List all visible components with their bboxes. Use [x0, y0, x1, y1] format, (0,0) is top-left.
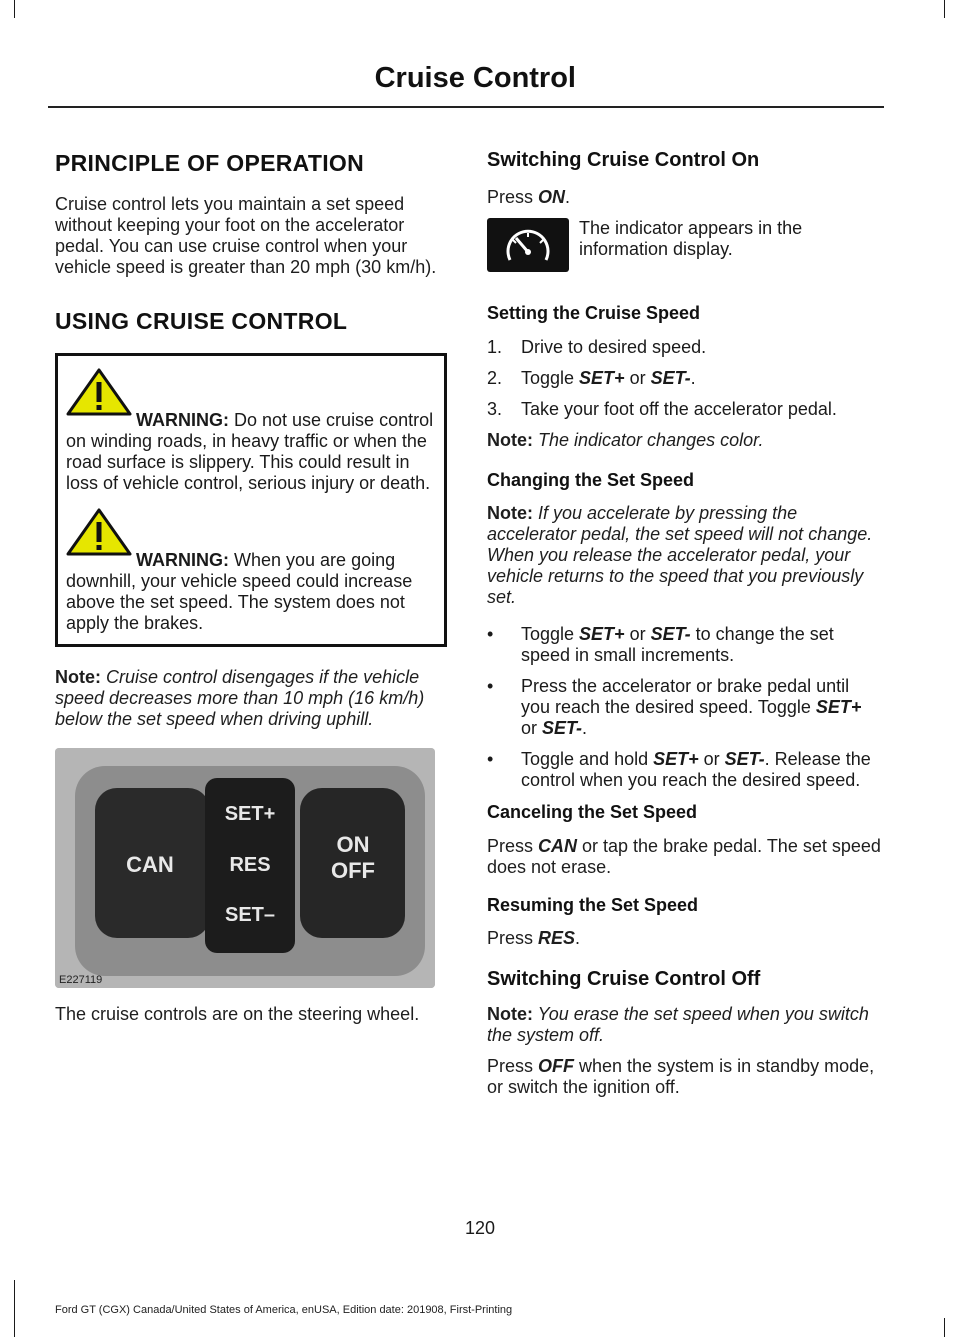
key-set-minus: SET- — [650, 367, 691, 388]
heading-canceling-speed: Canceling the Set Speed — [487, 802, 698, 822]
step-number: 3. — [487, 398, 503, 419]
indicator-row — [487, 218, 881, 272]
key-set-plus: SET+ — [653, 749, 699, 769]
crop-mark-bottom-right — [944, 1318, 945, 1337]
button-on: ON — [336, 832, 370, 858]
list-item — [487, 624, 881, 666]
note-indicator-color — [487, 430, 881, 451]
bullet: • — [487, 749, 494, 769]
list-item — [487, 368, 881, 389]
text: . — [575, 928, 581, 948]
list-item — [487, 676, 881, 739]
crop-mark-bottom-left — [14, 1280, 15, 1337]
text: Press — [487, 928, 539, 948]
text: Press — [487, 835, 539, 856]
page-title: Cruise Control — [374, 62, 576, 94]
note-text: If you accelerate by pressing the accelerator pedal, the set speed will not change. When you release the accelerator pedal, your vehicle returns to the speed that you previously set. — [487, 503, 873, 607]
resume-paragraph — [487, 928, 881, 949]
bullet: • — [487, 676, 494, 696]
warning-label: WARNING: — [136, 410, 229, 431]
controls-location-paragraph: The cruise controls are on the steering wheel. — [55, 1004, 420, 1025]
heading-switching-off: Switching Cruise Control Off — [487, 968, 761, 990]
footer-edition: Ford GT (CGX) Canada/United States of America, enUSA, Edition date: 201908, First-Printing — [55, 1304, 513, 1316]
key-set-minus: SET- — [650, 624, 691, 644]
key-res: RES — [538, 928, 576, 948]
indicator-text: The indicator appears in the information display. — [579, 218, 803, 259]
text: or tap the brake pedal. The set speed does not erase. — [487, 835, 881, 877]
note-label: Note: — [55, 667, 101, 688]
warning-1 — [66, 368, 436, 494]
text: when the system is in standby mode, or switch the ignition off. — [487, 1056, 875, 1097]
image-id: E227119 — [59, 974, 103, 987]
text: Toggle — [521, 624, 580, 644]
button-off: OFF — [331, 858, 375, 884]
key-set-minus: SET- — [542, 718, 583, 738]
step-text: or — [624, 367, 651, 388]
header-rule — [48, 106, 884, 108]
warning-triangle-icon — [66, 368, 132, 416]
text: Toggle and hold — [521, 749, 654, 769]
step-text: Take your foot off the accelerator pedal. — [521, 398, 837, 419]
warning-triangle-icon — [66, 508, 132, 556]
key-set-minus: SET- — [724, 749, 765, 769]
list-item — [487, 337, 881, 358]
cruise-control-buttons-photo — [55, 748, 435, 988]
heading-changing-speed: Changing the Set Speed — [487, 469, 695, 490]
crop-mark-top-left — [14, 0, 15, 18]
heading-setting-speed: Setting the Cruise Speed — [487, 303, 701, 323]
button-can: CAN — [126, 852, 174, 878]
note-uphill — [55, 667, 447, 730]
cancel-paragraph — [487, 836, 881, 878]
section-heading-using: USING CRUISE CONTROL — [55, 307, 348, 334]
cruise-indicator-icon — [487, 218, 569, 272]
heading-resuming-speed: Resuming the Set Speed — [487, 894, 699, 915]
page-number: 120 — [464, 1218, 496, 1238]
off-paragraph — [487, 1056, 881, 1098]
warning-box — [55, 353, 447, 647]
warning-text: When you are going downhill, your vehicle speed could increase above the set speed. The system does not apply the brakes. — [66, 550, 413, 634]
warning-label: WARNING: — [136, 550, 229, 571]
text: . Release the control when you reach the desired speed. — [521, 749, 871, 790]
bullet: • — [487, 624, 494, 644]
text: or — [521, 718, 543, 738]
key-set-plus: SET+ — [579, 367, 625, 388]
note-label: Note: — [487, 1004, 533, 1024]
key-off: OFF — [538, 1056, 575, 1076]
press-on-line — [487, 187, 881, 208]
text: . — [582, 718, 588, 738]
right-column — [487, 146, 881, 1098]
text: . — [565, 187, 571, 207]
step-text: Toggle — [521, 367, 580, 388]
key-set-plus: SET+ — [579, 624, 625, 644]
text: or — [698, 749, 725, 769]
section-heading-principle: PRINCIPLE OF OPERATION — [55, 150, 365, 176]
button-res: RES — [229, 854, 271, 877]
setting-steps — [487, 337, 881, 420]
key-set-plus: SET+ — [815, 697, 862, 717]
text: Press — [487, 187, 539, 207]
step-number: 2. — [487, 367, 503, 388]
heading-switching-on: Switching Cruise Control On — [487, 149, 760, 171]
key-can: CAN — [538, 835, 578, 856]
note-accelerate — [487, 503, 881, 608]
note-label: Note: — [487, 429, 533, 450]
list-item — [487, 749, 881, 791]
text: Press — [487, 1056, 539, 1076]
principle-paragraph: Cruise control lets you maintain a set speed without keeping your foot on the accelerator pedal. You can use cruise control when your vehicle speed is greater than 20 mph (30 km/h). — [55, 193, 437, 277]
note-text: The indicator changes color. — [533, 429, 764, 450]
button-set-plus: SET+ — [224, 803, 276, 826]
changing-bullets — [487, 624, 881, 791]
step-text: . — [690, 367, 696, 388]
text: to change the set speed in small increments. — [521, 624, 834, 665]
left-column — [55, 146, 447, 1025]
button-set-minus: SET– — [224, 904, 276, 927]
note-text: You erase the set speed when you switch the system off. — [487, 1004, 869, 1045]
note-erase — [487, 1004, 881, 1046]
text: or — [624, 624, 651, 644]
note-label: Note: — [487, 503, 533, 523]
step-text: Drive to desired speed. — [521, 336, 707, 357]
warning-text: Do not use cruise control on winding roads, in heavy traffic or when the road surface is slippery. This could result in loss of vehicle control, serious injury or death. — [66, 410, 434, 494]
crop-mark-top-right — [944, 0, 945, 18]
warning-2 — [66, 508, 436, 634]
list-item — [487, 399, 881, 420]
key-on: ON — [538, 187, 566, 207]
step-number: 1. — [487, 336, 503, 357]
text: Press the accelerator or brake pedal until you reach the desired speed. Toggle — [521, 676, 850, 717]
note-text: Cruise control disengages if the vehicle speed decreases more than 10 mph (16 km/h) below the set speed when driving uphill. — [55, 667, 425, 730]
